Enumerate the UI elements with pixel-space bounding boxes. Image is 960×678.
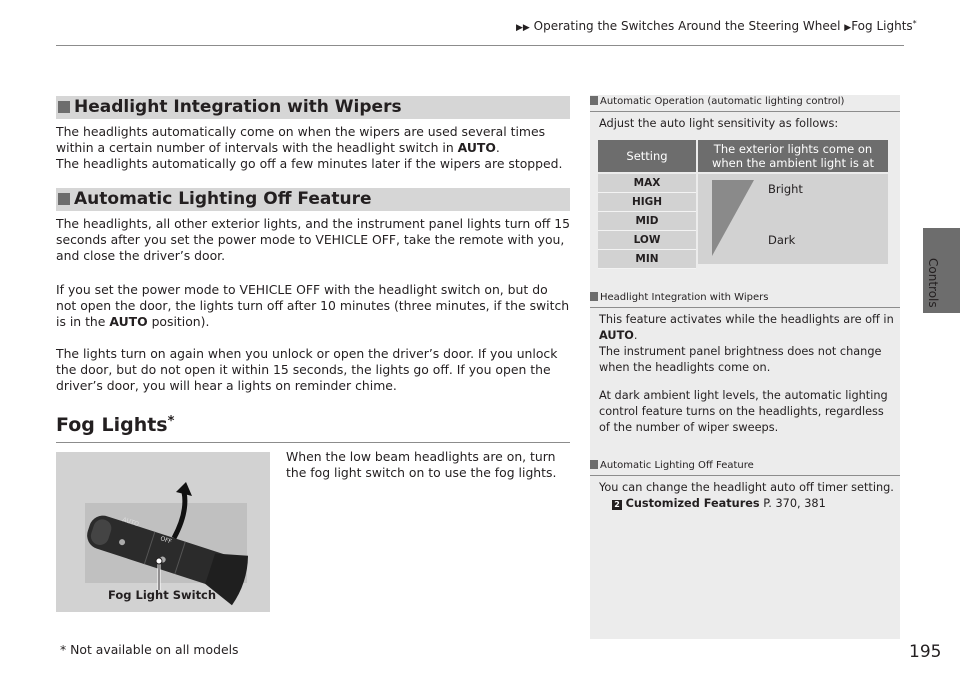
note-text: This feature activates while the headlights are off in [599, 313, 894, 326]
bright-label: Bright [768, 182, 803, 196]
reference-pages: P. 370, 381 [759, 497, 826, 510]
note-header-auto-operation [590, 96, 844, 107]
fog-lights-title: Fog Lights [56, 414, 168, 436]
figure-caption: Fog Light Switch [108, 588, 217, 602]
breadcrumb [516, 19, 917, 33]
note-marker-icon [590, 292, 598, 301]
reference-link[interactable]: Customized Features [625, 497, 760, 510]
auto-keyword: AUTO [457, 139, 496, 155]
sensitivity-table [598, 140, 888, 269]
note-title: Automatic Operation (automatic lighting control) [600, 96, 845, 107]
not-available-mark: * [912, 19, 917, 28]
auto-keyword: AUTO [109, 313, 148, 329]
paragraph-text: . [495, 139, 500, 155]
note-divider [590, 475, 900, 476]
auto-off-para1: The headlights, all other exterior lights, and the instrument panel lights turn off 15 seconds after you set the power mode to VEHICLE OFF, take the remote with you, and close the driver’s door. [56, 216, 571, 263]
switch-auto-label: AUTO [121, 516, 140, 529]
section-square-icon [58, 101, 70, 113]
table-header-lights: The exterior lights come on when the ambient light is at [698, 140, 888, 172]
auto-off-para2 [56, 282, 571, 329]
section-header-auto-off [56, 188, 570, 211]
section-title: Automatic Lighting Off Feature [74, 189, 372, 209]
footnote: * Not available on all models [60, 642, 239, 657]
fog-lights-heading [56, 414, 174, 436]
note-header-auto-off [590, 460, 754, 471]
switch-off-label: OFF [159, 535, 173, 546]
table-row: HIGH [598, 193, 696, 212]
note-text: At dark ambient light levels, the automatic lighting control feature turns on the headlights, regardless of the number of wiper sweeps. [599, 389, 888, 434]
ambient-light-cell [698, 174, 888, 264]
breadcrumb-arrow-icon: ▶▶ [516, 23, 530, 33]
paragraph-text: If you set the power mode to VEHICLE OFF with the headlight switch on, but do not open the door, the lights turn off after 10 minutes (three minutes, if the switch is in the [56, 282, 570, 329]
note-title: Automatic Lighting Off Feature [600, 460, 754, 471]
section-square-icon [58, 193, 70, 205]
note-divider [590, 111, 900, 112]
auto-keyword: AUTO [599, 329, 634, 342]
paragraph-text: The headlights automatically go off a few minutes later if the wipers are stopped. [56, 155, 563, 171]
chapter-tab-label-wrap [926, 258, 940, 308]
paragraph-text: The headlights automatically come on when the wipers are used several times within a certain number of intervals with the headlight switch in [56, 124, 546, 155]
chapter-tab-label: Controls [926, 258, 940, 308]
auto-off-para3: The lights turn on again when you unlock or open the driver’s door. If you unlock the door, but do not open it within 15 seconds, the lights go off. If you open the driver’s door, you will hear a lights on reminder chime. [56, 346, 558, 393]
cross-reference[interactable] [612, 496, 892, 512]
dark-label: Dark [768, 233, 796, 247]
table-row: MIN [598, 250, 696, 269]
section-header-headlight-integration [56, 96, 570, 119]
fog-lights-text: When the low beam headlights are on, turn the fog light switch on to use the fog lights. [286, 449, 557, 480]
header-divider [56, 45, 904, 46]
page-number: 195 [909, 642, 942, 662]
light-gradient-wedge-icon [704, 174, 764, 264]
headlight-integration-text [56, 124, 571, 171]
reference-icon: 2 [612, 500, 622, 510]
note-text: The instrument panel brightness does not change when the headlights come on. [599, 345, 882, 374]
note-marker-icon [590, 96, 598, 105]
table-header-setting: Setting [598, 140, 696, 172]
breadcrumb-section: Operating the Switches Around the Steering Wheel [533, 19, 841, 33]
note-divider [590, 307, 900, 308]
note-title: Headlight Integration with Wipers [600, 292, 769, 303]
paragraph-text: position). [147, 313, 210, 329]
note-text-integration [599, 312, 894, 436]
table-row: MID [598, 212, 696, 231]
not-available-mark: * [167, 414, 175, 429]
note-marker-icon [590, 460, 598, 469]
breadcrumb-arrow-icon: ▶ [844, 23, 852, 33]
section-title: Headlight Integration with Wipers [74, 97, 402, 117]
note-text: You can change the headlight auto off timer setting. [599, 481, 894, 494]
note-text: Adjust the auto light sensitivity as follows: [599, 117, 839, 130]
note-text: . [633, 329, 638, 342]
table-row: MAX [598, 174, 696, 193]
breadcrumb-page: Fog Lights [851, 19, 913, 33]
fog-lights-divider [56, 442, 570, 443]
note-header-integration [590, 292, 768, 303]
table-row: LOW [598, 231, 696, 250]
